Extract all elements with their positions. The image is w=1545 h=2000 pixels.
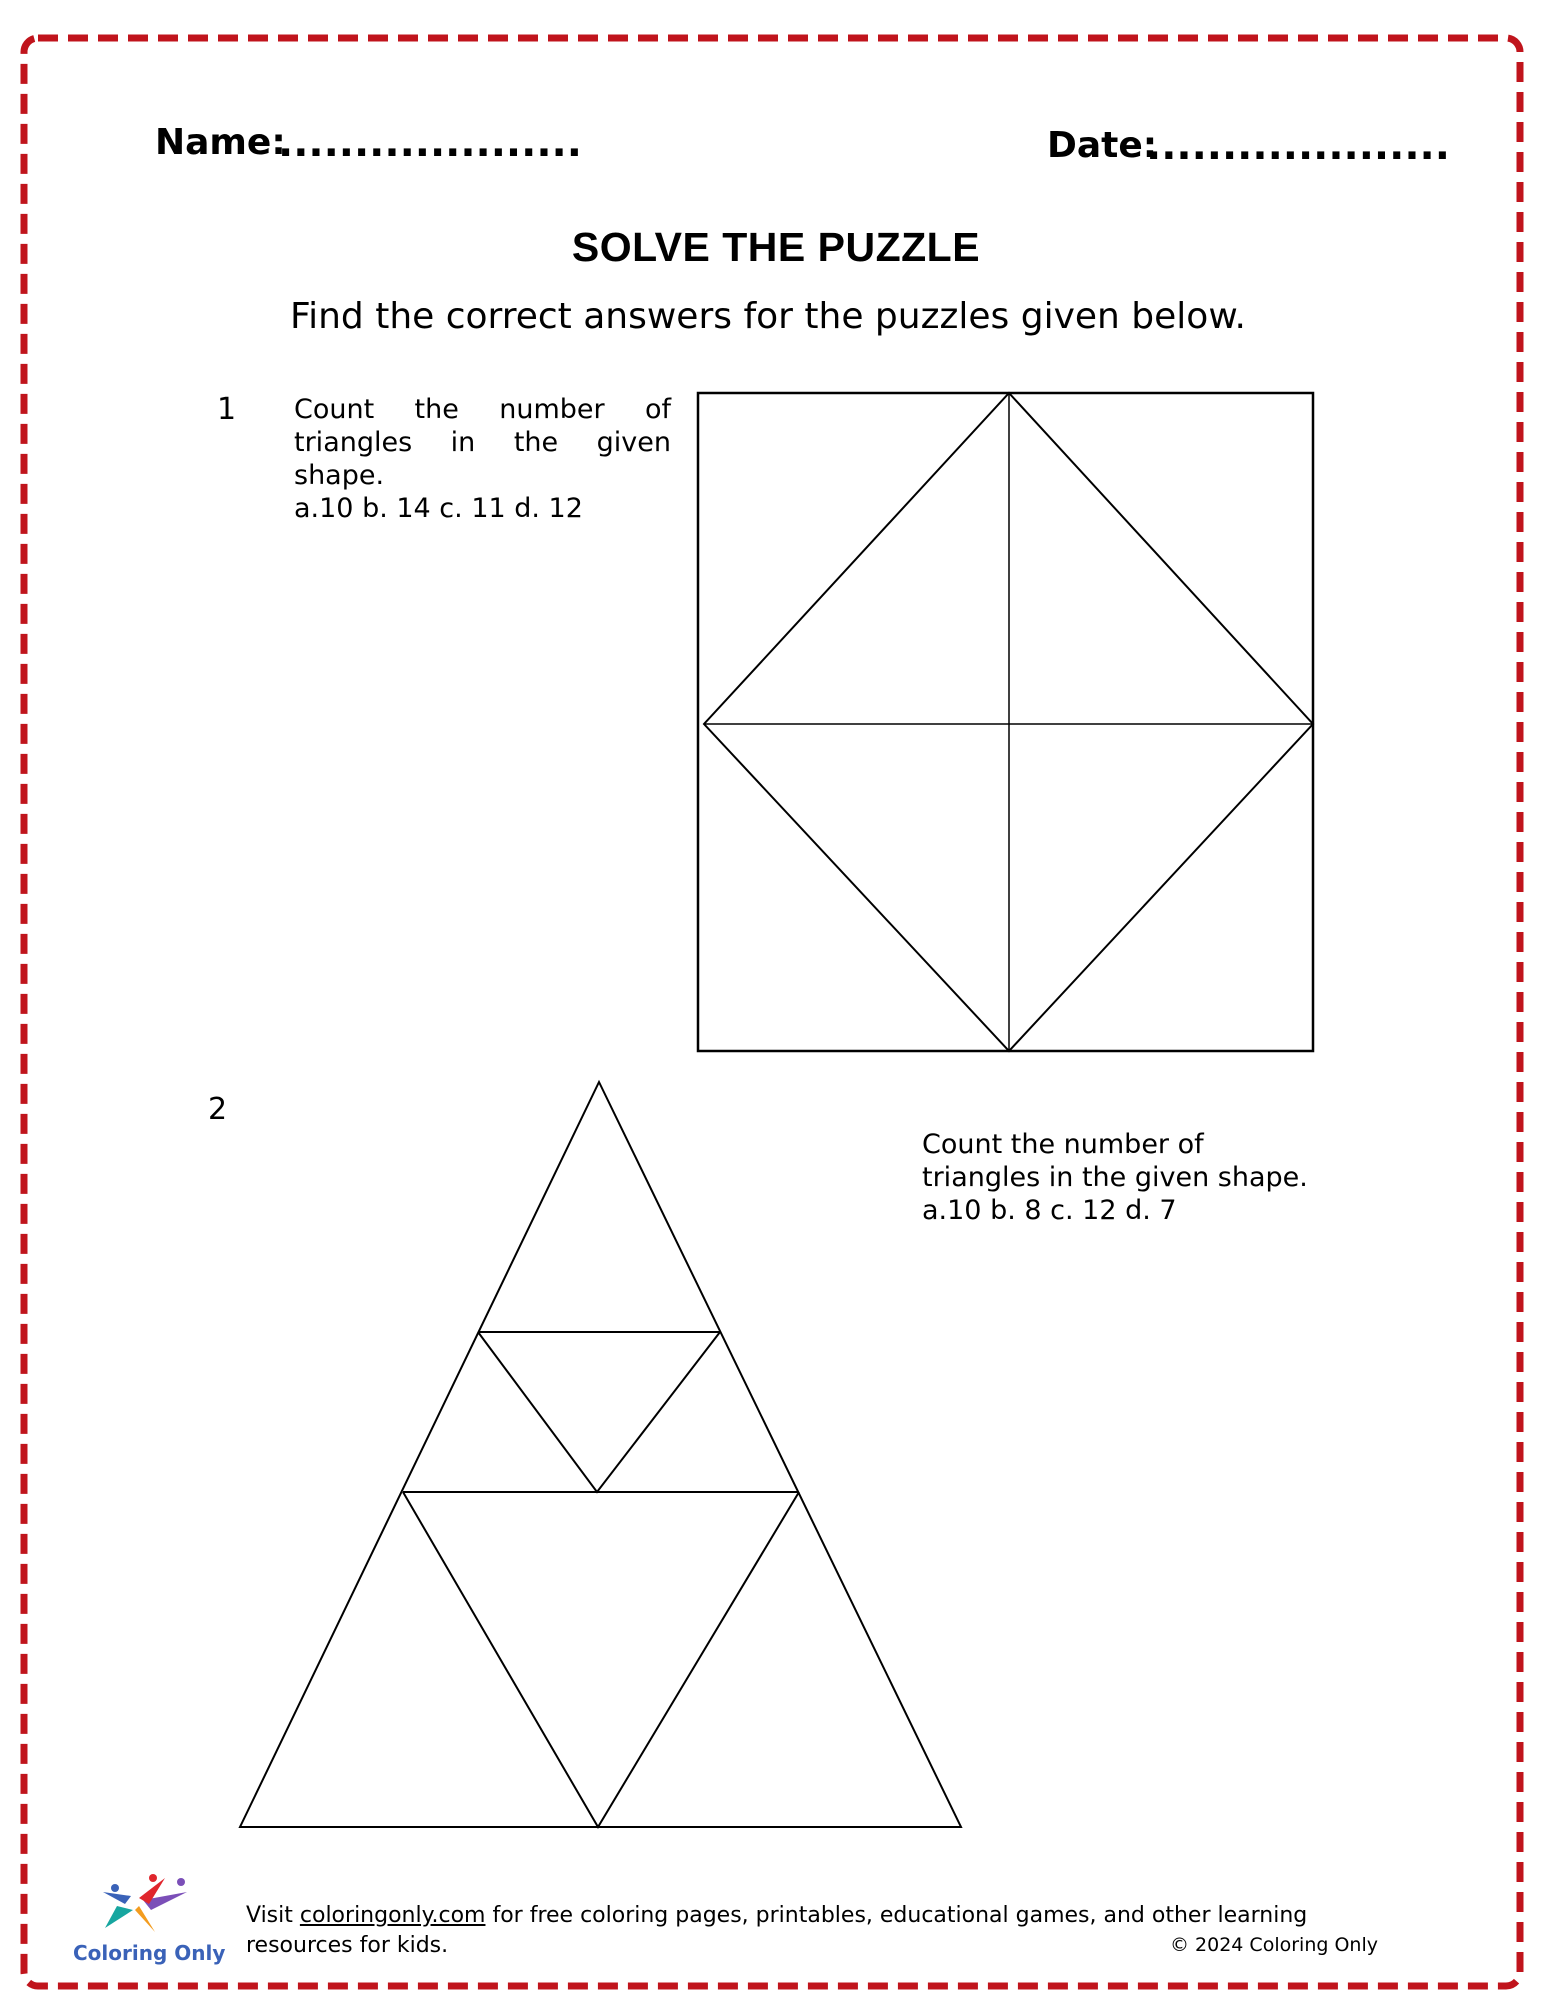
question-1-options: a.10 b. 14 c. 11 d. 12 [294,493,583,524]
question-2-text-line1: Count the number of [922,1129,1204,1160]
question-1-text-block [294,393,671,525]
large-inverted-triangle [403,1492,799,1827]
logo-text: Coloring Only [73,1941,226,1965]
question-2-text-block [922,1128,1342,1227]
question-2-text-line2: triangles in the given shape. [922,1162,1308,1193]
outer-square [698,393,1313,1051]
copyright: © 2024 Coloring Only [1170,1934,1378,1956]
question-1-square-figure [695,390,1320,1055]
date-field-dots[interactable]: .................... [1146,123,1450,169]
small-inverted-triangle [478,1332,720,1492]
question-1-number: 1 [217,392,237,427]
question-2-triangle-figure [230,1075,970,1835]
date-label: Date: [1047,125,1158,166]
question-1-text: Count the number of triangles in the given shape. [294,394,671,491]
question-2-number: 2 [208,1092,228,1127]
coloring-only-logo [95,1870,200,1940]
page-title: SOLVE THE PUZZLE [571,224,981,270]
name-label: Name: [155,122,286,163]
outer-triangle [240,1082,961,1827]
page-subtitle: Find the correct answers for the puzzles given below. [290,296,1246,337]
name-field-dots[interactable]: .................... [278,120,582,166]
footer-link[interactable]: coloringonly.com [299,1903,486,1928]
footer-visit: Visit [246,1903,293,1928]
question-2-options: a.10 b. 8 c. 12 d. 7 [922,1195,1177,1226]
footer-rest: for free coloring pages, printables, educational games, and other learning resources for kids. [246,1903,1308,1958]
